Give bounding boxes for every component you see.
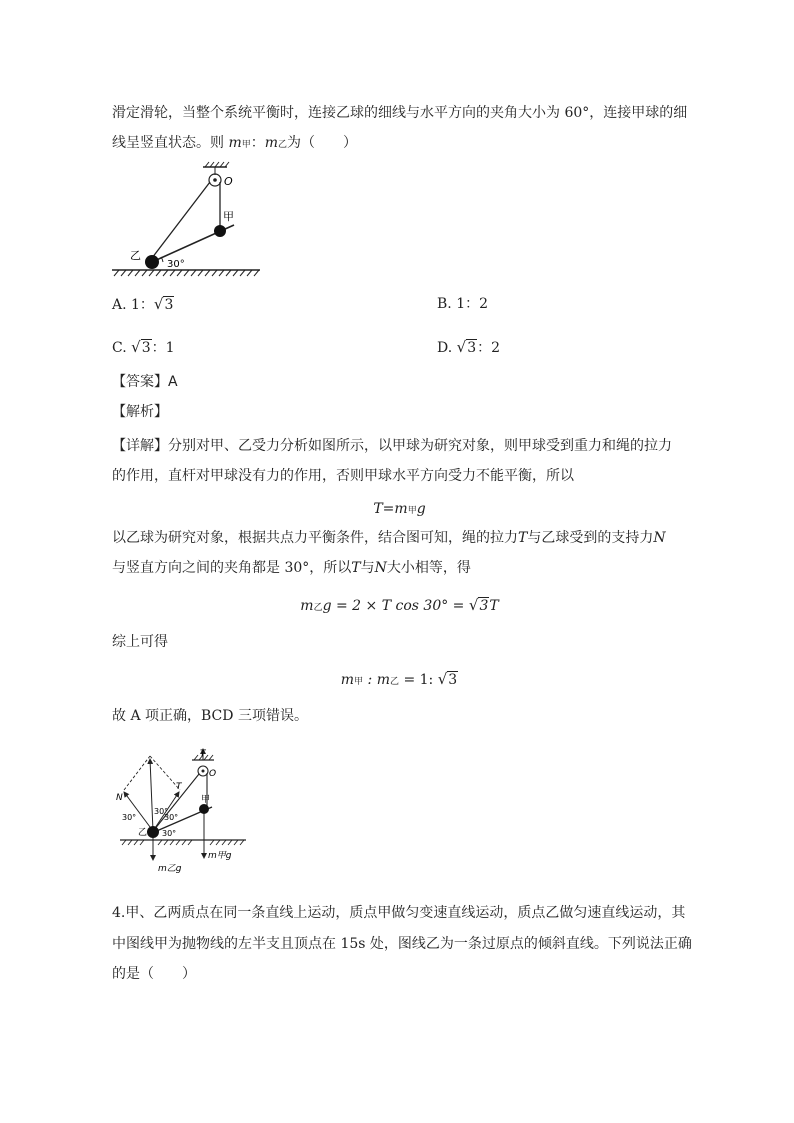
option-c[interactable]: C. √3：1 xyxy=(112,338,175,356)
label-O: O xyxy=(224,175,233,188)
svg-text:N: N xyxy=(116,793,123,803)
label-jia: 甲 xyxy=(223,210,234,223)
equation-1: T=m甲g xyxy=(373,501,426,517)
option-a[interactable]: A. 1：√3 xyxy=(112,295,174,313)
radical-icon: √ xyxy=(437,670,448,688)
equation-2: m乙g = 2 × T cos 30° = √3T xyxy=(300,596,499,614)
intro-line-2: 线呈竖直状态。则 m甲：m乙为（ ） xyxy=(112,135,358,151)
label-yi: 乙 xyxy=(130,249,141,262)
radical-icon: √ xyxy=(153,295,164,313)
svg-text:T: T xyxy=(200,749,206,759)
detail-line-1: 【详解】分别对甲、乙受力分析如图所示，以甲球为研究对象，则甲球受到重力和绳的拉力 xyxy=(112,438,672,454)
svg-text:T: T xyxy=(176,782,182,792)
svg-text:O: O xyxy=(209,769,217,779)
label-angle: 30° xyxy=(167,259,185,270)
figure-2 xyxy=(112,746,262,876)
detail-line-2: 的作用，直杆对甲球没有力的作用，否则甲球水平方向受力不能平衡，所以 xyxy=(112,468,574,484)
summary-line: 综上可得 xyxy=(112,634,168,650)
svg-text:30°: 30° xyxy=(154,807,169,816)
option-d[interactable]: D. √3：2 xyxy=(437,338,501,356)
answer-value: A xyxy=(168,374,178,390)
detail-line-3: 以乙球为研究对象，根据共点力平衡条件，结合图可知，绳的拉力T与乙球受到的支持力N xyxy=(112,530,666,546)
answer-line: 【答案】A xyxy=(112,374,178,390)
equation-3: m甲 : m乙 = 1: √3 xyxy=(340,670,458,688)
question4-line-3: 的是（ ） xyxy=(112,966,196,982)
intro-line-1: 滑定滑轮，当整个系统平衡时，连接乙球的细线与水平方向的夹角大小为 60°，连接甲球的细 xyxy=(112,105,688,121)
detail-line-4: 与竖直方向之间的夹角都是 30°，所以T与N大小相等，得 xyxy=(112,560,471,576)
ball-yi xyxy=(145,255,159,269)
radical-icon: √ xyxy=(456,338,467,356)
option-b[interactable]: B. 1：2 xyxy=(437,296,489,312)
question4-line-1: 4.甲、乙两质点在同一条直线上运动，质点甲做匀变速直线运动，质点乙做匀速直线运动，其 xyxy=(112,905,686,921)
svg-text:30°: 30° xyxy=(164,813,179,822)
radical-icon: √ xyxy=(131,338,141,356)
svg-text:30°: 30° xyxy=(122,813,137,822)
svg-text:乙: 乙 xyxy=(138,828,148,838)
svg-text:甲: 甲 xyxy=(201,795,211,805)
ball-jia xyxy=(214,225,226,237)
question4-line-2: 中图线甲为抛物线的左半支且顶点在 15s 处，图线乙为一条过原点的倾斜直线。下列说法正确 xyxy=(112,936,692,952)
analysis-label: 【解析】 xyxy=(112,404,168,420)
conclusion-line: 故 A 项正确，BCD 三项错误。 xyxy=(112,708,308,724)
svg-text:30°: 30° xyxy=(162,829,177,838)
svg-text:m乙g: m乙g xyxy=(158,864,182,874)
radical-icon: √ xyxy=(468,596,479,614)
svg-text:m甲g: m甲g xyxy=(208,851,232,861)
figure-1 xyxy=(110,158,270,283)
